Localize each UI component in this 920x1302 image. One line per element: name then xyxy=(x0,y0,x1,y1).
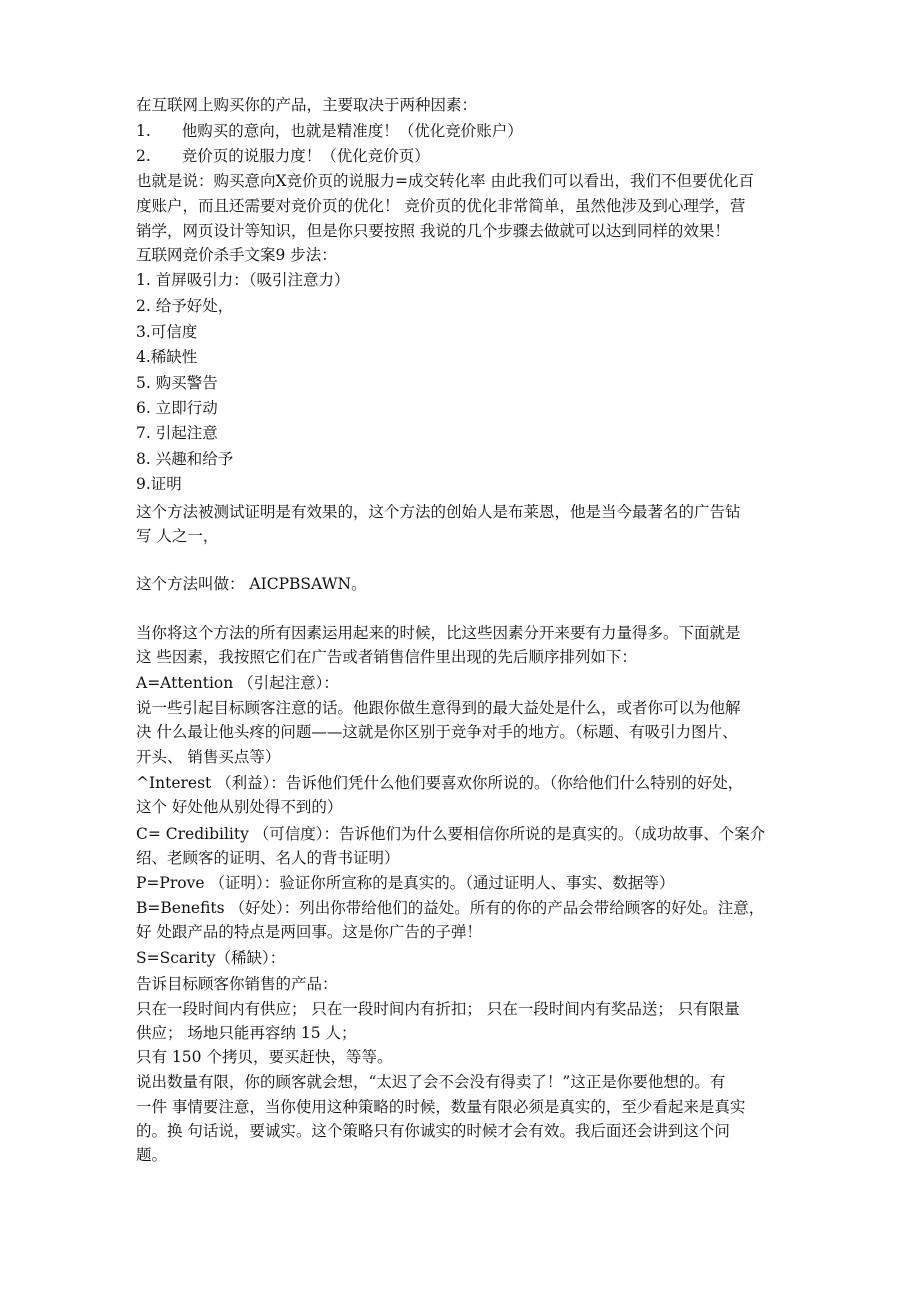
paragraph-line: 写 人之一， xyxy=(136,527,219,545)
step-item-4: 4.稀缺性 xyxy=(136,348,198,366)
paragraph-line: 当你将这个方法的所有因素运用起来的时候，比这些因素分开来要有力量得多。下面就是 xyxy=(136,624,741,642)
paragraph-line: 的。换 句话说，要诚实。这个策略只有你诚实的时候才会有效。我后面还会讲到这个问 xyxy=(136,1122,730,1140)
step-item-6: 6. 立即行动 xyxy=(136,399,218,417)
paragraph-line: 只有 150 个拷贝，要买赶快，等等。 xyxy=(136,1048,393,1066)
step-item-3: 3.可信度 xyxy=(136,323,198,341)
prove-heading: P=Prove （证明）：验证你所宣称的是真实的。（通过证明人、事实、数据等） xyxy=(136,874,675,892)
paragraph-line: 好 处跟产品的特点是两回事。这是你广告的子弹！ xyxy=(136,923,482,941)
section-heading: 互联网竞价杀手文案9 步法： xyxy=(136,246,337,264)
paragraph-line: 供应； 场地只能再容纳 15 人； xyxy=(136,1024,357,1042)
credibility-heading: C= Credibility （可信度）：告诉他们为什么要相信你所说的是真实的。（成功故事、个案介 xyxy=(136,825,766,843)
intro-line: 在互联网上购买你的产品，主要取决于两种因素： xyxy=(136,96,478,114)
paragraph-line: 说出数量有限，你的顾客就会想，“太迟了会不会没有得卖了！”这正是你要他想的。有 xyxy=(136,1073,726,1091)
attention-heading: A=Attention （引起注意）： xyxy=(136,674,339,692)
step-item-5: 5. 购买警告 xyxy=(136,374,218,392)
paragraph-line: 这个 好处他从别处得不到的） xyxy=(136,798,343,816)
paragraph-line: 告诉目标顾客你销售的产品： xyxy=(136,975,338,993)
step-item-7: 7. 引起注意 xyxy=(136,424,218,442)
step-item-1: 1. 首屏吸引力：（吸引注意力） xyxy=(136,271,350,289)
paragraph-line: 也就是说：购买意向X竞价页的说服力=成交转化率 由此我们可以看出，我们不但要优化百 xyxy=(136,172,754,190)
factor-item-2: 2. 竞价页的说服力度！（优化竞价页） xyxy=(136,147,430,165)
scarcity-heading: S=Scarity（稀缺）： xyxy=(136,949,286,967)
paragraph-line: 绍、老顾客的证明、名人的背书证明） xyxy=(136,849,400,867)
step-item-2: 2. 给予好处， xyxy=(136,297,234,315)
paragraph-line: 度账户，而且还需要对竞价页的优化！ 竞价页的优化非常简单，虽然他涉及到心理学，营 xyxy=(136,197,746,215)
interest-heading: ^Interest （利益）：告诉他们凭什么他们要喜欢你所说的。（你给他们什么特别的好处， xyxy=(136,774,744,792)
paragraph-line: 一件 事情要注意，当你使用这种策略的时候，数量有限必须是真实的，至少看起来是真实 xyxy=(136,1098,746,1116)
paragraph-line: 题。 xyxy=(136,1146,168,1164)
method-name-line: 这个方法叫做： AICPBSAWN。 xyxy=(136,575,367,593)
step-item-9: 9.证明 xyxy=(136,475,182,493)
paragraph-line: 销学，网页设计等知识，但是你只要按照 我说的几个步骤去做就可以达到同样的效果！ xyxy=(136,222,730,240)
benefits-heading: B=Benefits （好处）：列出你带给他们的益处。所有的你的产品会带给顾客的好处。注意， xyxy=(136,899,765,917)
paragraph-line: 决 什么最让他头疼的问题——这就是你区别于竞争对手的地方。（标题、有吸引力图片、 xyxy=(136,723,738,741)
paragraph-line: 这 些因素，我按照它们在广告或者销售信件里出现的先后顺序排列如下： xyxy=(136,648,637,666)
step-item-8: 8. 兴趣和给予 xyxy=(136,450,234,468)
paragraph-line: 这个方法被测试证明是有效果的，这个方法的创始人是布莱恩，他是当今最著名的广告钻 xyxy=(136,503,741,521)
factor-item-1: 1. 他购买的意向，也就是精准度！（优化竞价账户） xyxy=(136,122,523,140)
paragraph-line: 只在一段时间内有供应； 只在一段时间内有折扣； 只在一段时间内有奖品送； 只有限量 xyxy=(136,1000,740,1018)
paragraph-line: 开头、 销售买点等） xyxy=(136,748,281,766)
paragraph-line: 说一些引起目标顾客注意的话。他跟你做生意得到的最大益处是什么，或者你可以为他解 xyxy=(136,699,741,717)
